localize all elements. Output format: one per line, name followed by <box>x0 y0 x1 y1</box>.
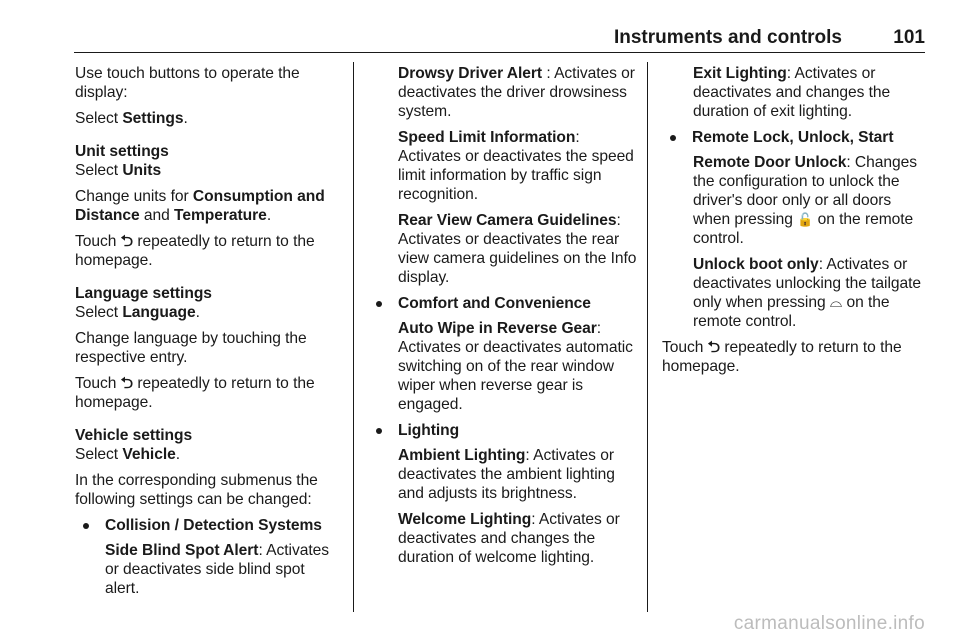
select-settings: Select Settings. <box>75 110 188 127</box>
back-arrow-icon: ⮌ <box>707 339 721 356</box>
language-settings-heading: Language settings <box>75 285 212 302</box>
temperature-label: Temperature <box>174 207 267 224</box>
remote-door-item: Remote Door Unlock: Changes the configuration to unlock the driver's door only or all doors when pressing 🔓 on the remote control. <box>693 154 917 247</box>
page-header <box>0 0 960 54</box>
unit-settings-heading: Unit settings <box>75 143 169 160</box>
ambient-lighting-item: Ambient Lighting: Activates or deactivates the ambient lighting and adjusts its brightness. <box>398 447 615 502</box>
column-divider-1 <box>353 62 354 612</box>
page-title: Instruments and controls <box>613 27 842 48</box>
bullet-collision: Collision / Detection Systems <box>75 516 343 535</box>
side-blind-spot-item: Side Blind Spot Alert: Activates or deactivates side blind spot alert. <box>105 542 329 597</box>
units-label: Units <box>122 162 162 179</box>
back-arrow-icon: ⮌ <box>120 233 134 250</box>
bullet-remote: Remote Lock, Unlock, Start <box>662 128 932 147</box>
back-arrow-icon: ⮌ <box>120 375 134 392</box>
bullet-comfort: Comfort and Convenience <box>368 294 638 313</box>
unlock-boot-item: Unlock boot only: Activates or deactivates unlocking the tailgate only when pressing ⌓ on the remote control. <box>693 256 922 330</box>
unlock-icon: 🔓 <box>797 212 814 227</box>
tailgate-icon: ⌓ <box>829 294 843 311</box>
consumption-label: Consumption and Distance <box>75 188 325 224</box>
column-3 <box>662 64 932 383</box>
rear-camera-item: Rear View Camera Guidelines: Activates or deactivates the rear view camera guidelines on the Info display. <box>398 212 637 286</box>
language-change-text: Change language by touching the respective entry. <box>75 330 307 366</box>
return-home-text-2: Touch ⮌ repeatedly to return to the homepage. <box>75 375 315 411</box>
language-label: Language <box>122 304 196 321</box>
bullet-lighting: Lighting <box>368 421 638 440</box>
column-1 <box>75 64 343 605</box>
drowsy-driver-item: Drowsy Driver Alert : Activates or deactivates the driver drowsiness system. <box>398 65 635 120</box>
header-divider <box>74 52 925 53</box>
return-home-text-1: Touch ⮌ repeatedly to return to the homepage. <box>75 233 315 269</box>
auto-wipe-item: Auto Wipe in Reverse Gear: Activates or deactivates automatic switching on of the rear window wiper when reverse gear is engaged. <box>398 320 633 413</box>
submenu-text: In the corresponding submenus the following settings can be changed: <box>75 472 318 508</box>
vehicle-settings-heading: Vehicle settings <box>75 427 193 444</box>
intro-text: Use touch buttons to operate the display: <box>75 65 300 101</box>
welcome-lighting-item: Welcome Lighting: Activates or deactivates and changes the duration of welcome lighting. <box>398 511 620 566</box>
column-2 <box>398 64 638 574</box>
exit-lighting-item: Exit Lighting: Activates or deactivates and changes the duration of exit lighting. <box>693 65 891 120</box>
column-divider-2 <box>647 62 648 612</box>
select-language: Select Language. <box>75 304 200 321</box>
change-units-text: Change units for Consumption and Distance and Temperature. <box>75 188 325 224</box>
select-vehicle: Select Vehicle. <box>75 446 181 463</box>
select-units: Select Units <box>75 162 162 179</box>
settings-label: Settings <box>122 110 184 127</box>
watermark: carmanualsonline.info <box>733 613 925 634</box>
speed-limit-item: Speed Limit Information: Activates or deactivates the speed limit information by traffic sign recognition. <box>398 129 634 203</box>
page-number: 101 <box>893 27 925 48</box>
return-home-text-3: Touch ⮌ repeatedly to return to the homepage. <box>662 339 902 375</box>
vehicle-label: Vehicle <box>122 446 176 463</box>
